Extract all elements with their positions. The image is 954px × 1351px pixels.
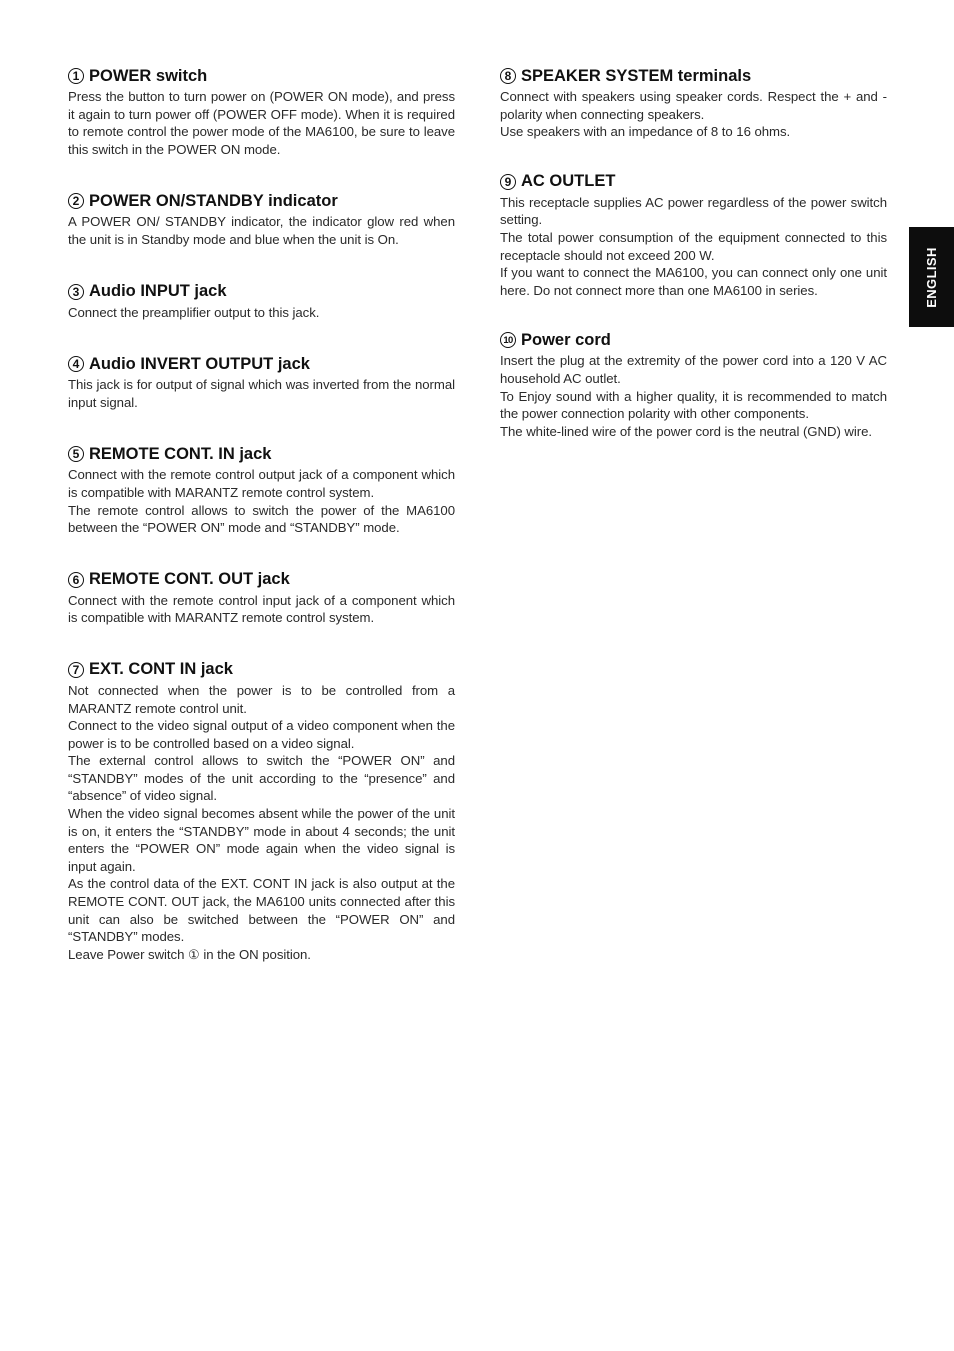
paragraph: Use speakers with an impedance of 8 to 16 ohms. xyxy=(500,124,791,140)
section-body xyxy=(68,213,455,248)
paragraph: When the video signal becomes absent while the power of the unit is on, it enters the “STANDBY” mode in about 4 seconds; the unit enters the “POWER ON” mode again when the video signal is input again. xyxy=(68,806,455,874)
section-number-badge: 5 xyxy=(68,446,84,462)
section-number-badge: 6 xyxy=(68,572,84,588)
paragraph: Connect to the video signal output of a video component when the power is to be controlled based on a video signal. xyxy=(68,718,455,751)
paragraph: Connect the preamplifier output to this jack. xyxy=(68,304,320,320)
paragraph: Not connected when the power is to be controlled from a MARANTZ remote control unit. xyxy=(68,682,455,716)
language-tab-label: ENGLISH xyxy=(924,246,939,308)
section-heading xyxy=(68,64,455,88)
section-audio-invert-output-jack xyxy=(68,352,455,411)
paragraph: Connect with speakers using speaker cords. Respect the + and - polarity when connecting speakers. xyxy=(500,89,887,122)
section-title: REMOTE CONT. OUT jack xyxy=(89,570,290,589)
section-heading xyxy=(68,442,455,466)
section-number-badge: 10 xyxy=(500,332,516,348)
section-body xyxy=(500,88,887,141)
section-body xyxy=(500,194,887,300)
section-body xyxy=(68,466,455,536)
paragraph: A POWER ON/ STANDBY indicator, the indicator glow red when the unit is in Standby mode and blue when the unit is On. xyxy=(68,214,455,247)
section-title: Power cord xyxy=(521,330,611,349)
section-heading xyxy=(68,352,455,376)
section-heading xyxy=(68,658,455,682)
paragraph: The total power consumption of the equipment connected to this receptacle should not exceed 200 W. xyxy=(500,229,887,263)
section-title: POWER ON/STANDBY indicator xyxy=(89,191,338,210)
right-column xyxy=(500,64,887,469)
paragraph: This jack is for output of signal which was inverted from the normal input signal. xyxy=(68,377,455,410)
section-title: AC OUTLET xyxy=(521,172,616,191)
section-heading xyxy=(500,64,887,88)
section-number-badge: 7 xyxy=(68,662,84,678)
section-body xyxy=(68,88,455,158)
section-power-cord xyxy=(500,328,887,440)
section-heading xyxy=(500,170,887,194)
section-remote-cont-out-jack xyxy=(68,568,455,627)
section-body xyxy=(68,682,455,964)
section-number-badge: 4 xyxy=(68,356,84,372)
section-heading xyxy=(68,568,455,592)
section-audio-input-jack xyxy=(68,280,455,322)
paragraph: The external control allows to switch the “POWER ON” and “STANDBY” modes of the unit according to the “presence” and “absence” of video signal. xyxy=(68,753,455,804)
section-number-badge: 3 xyxy=(68,284,84,300)
section-heading xyxy=(68,189,455,213)
section-number-badge: 8 xyxy=(500,68,516,84)
paragraph: Insert the plug at the extremity of the power cord into a 120 V AC household AC outlet. xyxy=(500,353,887,386)
section-title: Audio INVERT OUTPUT jack xyxy=(89,354,310,373)
section-speaker-system-terminals xyxy=(500,64,887,141)
language-tab xyxy=(909,227,954,327)
paragraph: To Enjoy sound with a higher quality, it is recommended to match the power connection polarity with other components. xyxy=(500,388,887,422)
section-ext-cont-in-jack xyxy=(68,658,455,964)
section-body xyxy=(500,352,887,440)
left-column xyxy=(68,64,455,994)
paragraph: Leave Power switch ① in the ON position. xyxy=(68,946,311,962)
paragraph: As the control data of the EXT. CONT IN jack is also output at the REMOTE CONT. OUT jack, the MA6100 units connected after this unit can also be switched between the “POWER ON” and “STANDBY” modes. xyxy=(68,876,455,945)
section-power-standby-indicator xyxy=(68,189,455,248)
section-body xyxy=(68,592,455,627)
section-title: POWER switch xyxy=(89,66,208,85)
section-title: SPEAKER SYSTEM terminals xyxy=(521,66,752,85)
section-ac-outlet xyxy=(500,170,887,300)
paragraph: Press the button to turn power on (POWER ON mode), and press it again to turn power off (POWER OFF mode). When it is required to remote control the power mode of the MA6100, be sure to leave this switch in the POWER ON mode. xyxy=(68,89,455,157)
paragraph: Connect with the remote control output jack of a component which is compatible with MARANTZ remote control system. xyxy=(68,467,455,500)
section-body xyxy=(68,376,455,411)
paragraph: The remote control allows to switch the power of the MA6100 between the “POWER ON” mode and “STANDBY” mode. xyxy=(68,502,455,536)
section-number-badge: 9 xyxy=(500,174,516,190)
paragraph: The white-lined wire of the power cord is the neutral (GND) wire. xyxy=(500,423,873,439)
paragraph: If you want to connect the MA6100, you can connect only one unit here. Do not connect more than one MA6100 in series. xyxy=(500,265,887,298)
paragraph: This receptacle supplies AC power regardless of the power switch setting. xyxy=(500,194,887,228)
section-title: EXT. CONT IN jack xyxy=(89,660,233,679)
section-heading xyxy=(68,280,455,304)
section-body xyxy=(68,304,455,322)
section-number-badge: 2 xyxy=(68,193,84,209)
section-title: Audio INPUT jack xyxy=(89,282,227,301)
section-title: REMOTE CONT. IN jack xyxy=(89,444,272,463)
paragraph: Connect with the remote control input jack of a component which is compatible with MARANTZ remote control system. xyxy=(68,592,455,626)
section-power-switch xyxy=(68,64,455,158)
section-number-badge: 1 xyxy=(68,68,84,84)
section-remote-cont-in-jack xyxy=(68,442,455,536)
section-heading xyxy=(500,328,887,352)
